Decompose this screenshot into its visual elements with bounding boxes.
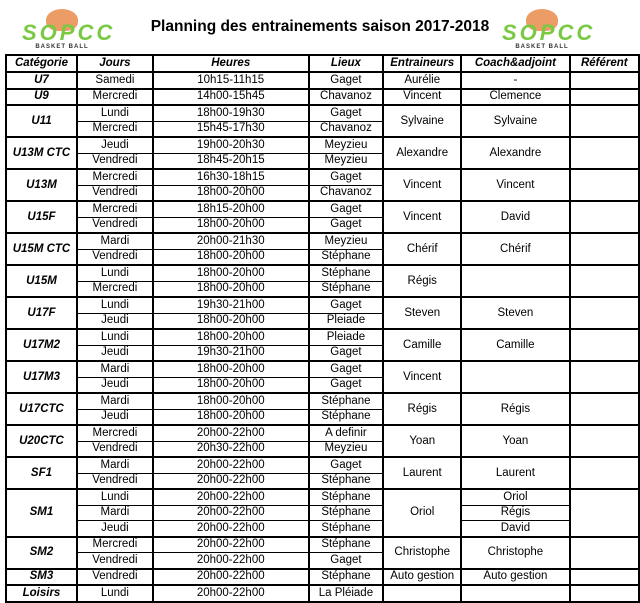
time-cell: 18h00-20h00: [153, 377, 309, 393]
location-cell: Stéphane: [309, 409, 384, 425]
category-cell: U20CTC: [6, 425, 77, 457]
coach-cell: Christophe: [383, 537, 461, 569]
coach-cell: Régis: [383, 393, 461, 425]
time-cell: 19h30-21h00: [153, 297, 309, 313]
referent-cell: [570, 489, 639, 537]
table-row: [6, 489, 639, 505]
table-row: [6, 585, 639, 602]
referent-cell: [570, 137, 639, 169]
club-logo-right: [502, 9, 596, 50]
time-cell: 19h00-20h30: [153, 137, 309, 153]
day-cell: Jeudi: [77, 345, 153, 361]
schedule-body: [6, 72, 639, 602]
day-cell: Vendredi: [77, 217, 153, 233]
category-cell: U15M CTC: [6, 233, 77, 265]
time-cell: 19h30-21h00: [153, 345, 309, 361]
location-cell: Meyzieu: [309, 233, 384, 249]
day-cell: Vendredi: [77, 473, 153, 489]
column-header-entraineurs: Entraineurs: [383, 55, 461, 72]
time-cell: 18h00-20h00: [153, 409, 309, 425]
location-cell: Gaget: [309, 553, 384, 569]
coach-cell: Steven: [383, 297, 461, 329]
location-cell: Meyzieu: [309, 137, 384, 153]
coach-cell: Vincent: [383, 89, 461, 106]
location-cell: Gaget: [309, 377, 384, 393]
category-cell: U13M CTC: [6, 137, 77, 169]
time-cell: 18h00-20h00: [153, 249, 309, 265]
day-cell: Lundi: [77, 489, 153, 505]
day-cell: Mercredi: [77, 201, 153, 217]
table-row: [6, 393, 639, 409]
time-cell: 20h00-22h00: [153, 473, 309, 489]
day-cell: Mercredi: [77, 281, 153, 297]
column-header-heures: Heures: [153, 55, 309, 72]
day-cell: Mardi: [77, 233, 153, 249]
location-cell: Chavanoz: [309, 121, 384, 137]
referent-cell: [570, 329, 639, 361]
category-cell: U17M3: [6, 361, 77, 393]
referent-cell: [570, 105, 639, 137]
location-cell: Stéphane: [309, 537, 384, 553]
category-cell: U17M2: [6, 329, 77, 361]
day-cell: Lundi: [77, 297, 153, 313]
location-cell: Meyzieu: [309, 441, 384, 457]
location-cell: Gaget: [309, 297, 384, 313]
table-row: [6, 425, 639, 441]
assistant-cell: Régis: [461, 505, 569, 521]
coach-cell: Vincent: [383, 201, 461, 233]
table-row: [6, 105, 639, 121]
referent-cell: [570, 361, 639, 393]
time-cell: 14h00-15h45: [153, 89, 309, 106]
logo-subtitle: BASKET BALL: [35, 44, 89, 50]
referent-cell: [570, 297, 639, 329]
table-row: [6, 169, 639, 185]
time-cell: 15h45-17h30: [153, 121, 309, 137]
assistant-cell: Steven: [461, 297, 569, 329]
day-cell: Mardi: [77, 505, 153, 521]
location-cell: A definir: [309, 425, 384, 441]
page-header: [0, 0, 640, 52]
category-cell: U15F: [6, 201, 77, 233]
coach-cell: Laurent: [383, 457, 461, 489]
referent-cell: [570, 169, 639, 201]
location-cell: Stéphane: [309, 521, 384, 537]
referent-cell: [570, 72, 639, 89]
schedule-table: [5, 54, 640, 603]
category-cell: U11: [6, 105, 77, 137]
time-cell: 18h00-20h00: [153, 185, 309, 201]
page-title: Planning des entrainements saison 2017-2018: [150, 18, 490, 35]
time-cell: 10h15-11h15: [153, 72, 309, 89]
location-cell: Gaget: [309, 105, 384, 121]
time-cell: 20h00-22h00: [153, 553, 309, 569]
location-cell: Gaget: [309, 457, 384, 473]
day-cell: Lundi: [77, 585, 153, 602]
day-cell: Lundi: [77, 329, 153, 345]
table-row: [6, 201, 639, 217]
category-cell: Loisirs: [6, 585, 77, 602]
time-cell: 18h00-19h30: [153, 105, 309, 121]
category-cell: SM3: [6, 569, 77, 586]
table-row: [6, 505, 639, 521]
time-cell: 18h45-20h15: [153, 153, 309, 169]
table-row: [6, 329, 639, 345]
coach-cell: Vincent: [383, 361, 461, 393]
location-cell: Stéphane: [309, 281, 384, 297]
time-cell: 18h00-20h00: [153, 393, 309, 409]
logo-letters: SOPCC: [502, 20, 596, 45]
table-row: [6, 361, 639, 377]
time-cell: 20h00-22h00: [153, 425, 309, 441]
coach-cell: Chérif: [383, 233, 461, 265]
category-cell: U9: [6, 89, 77, 106]
table-row: [6, 537, 639, 553]
coach-cell: Sylvaine: [383, 105, 461, 137]
column-header-jours: Jours: [77, 55, 153, 72]
coach-cell: Oriol: [383, 489, 461, 537]
category-cell: U13M: [6, 169, 77, 201]
day-cell: Vendredi: [77, 185, 153, 201]
location-cell: Stéphane: [309, 473, 384, 489]
day-cell: Mercredi: [77, 169, 153, 185]
referent-cell: [570, 233, 639, 265]
referent-cell: [570, 265, 639, 297]
coach-cell: [383, 585, 461, 602]
referent-cell: [570, 89, 639, 106]
referent-cell: [570, 457, 639, 489]
day-cell: Lundi: [77, 105, 153, 121]
time-cell: 20h00-22h00: [153, 521, 309, 537]
location-cell: Chavanoz: [309, 89, 384, 106]
table-header-row: [6, 55, 639, 72]
assistant-cell: Alexandre: [461, 137, 569, 169]
coach-cell: Régis: [383, 265, 461, 297]
category-cell: SF1: [6, 457, 77, 489]
time-cell: 20h00-22h00: [153, 569, 309, 586]
location-cell: Gaget: [309, 217, 384, 233]
column-header-referent: Référent: [570, 55, 639, 72]
assistant-cell: Oriol: [461, 489, 569, 505]
day-cell: Vendredi: [77, 153, 153, 169]
time-cell: 18h00-20h00: [153, 265, 309, 281]
coach-cell: Alexandre: [383, 137, 461, 169]
category-cell: SM2: [6, 537, 77, 569]
table-row: [6, 233, 639, 249]
day-cell: Mardi: [77, 393, 153, 409]
location-cell: Pleiade: [309, 313, 384, 329]
column-header-coach: Coach&adjoint: [461, 55, 569, 72]
day-cell: Vendredi: [77, 249, 153, 265]
day-cell: Vendredi: [77, 569, 153, 586]
day-cell: Samedi: [77, 72, 153, 89]
time-cell: 18h00-20h00: [153, 361, 309, 377]
time-cell: 18h00-20h00: [153, 313, 309, 329]
time-cell: 20h00-22h00: [153, 505, 309, 521]
assistant-cell: [461, 265, 569, 297]
location-cell: Gaget: [309, 345, 384, 361]
location-cell: Chavanoz: [309, 185, 384, 201]
time-cell: 20h00-21h30: [153, 233, 309, 249]
day-cell: Vendredi: [77, 441, 153, 457]
assistant-cell: Christophe: [461, 537, 569, 569]
table-row: [6, 137, 639, 153]
day-cell: Jeudi: [77, 377, 153, 393]
assistant-cell: Clemence: [461, 89, 569, 106]
coach-cell: Yoan: [383, 425, 461, 457]
assistant-cell: Vincent: [461, 169, 569, 201]
day-cell: Lundi: [77, 265, 153, 281]
time-cell: 18h00-20h00: [153, 329, 309, 345]
day-cell: Mercredi: [77, 537, 153, 553]
location-cell: La Pléiade: [309, 585, 384, 602]
table-row: [6, 521, 639, 537]
referent-cell: [570, 537, 639, 569]
day-cell: Jeudi: [77, 137, 153, 153]
time-cell: 20h30-22h00: [153, 441, 309, 457]
location-cell: Pleiade: [309, 329, 384, 345]
table-row: [6, 72, 639, 89]
table-row: [6, 89, 639, 106]
assistant-cell: Chérif: [461, 233, 569, 265]
location-cell: Stéphane: [309, 505, 384, 521]
time-cell: 16h30-18h15: [153, 169, 309, 185]
time-cell: 20h00-22h00: [153, 585, 309, 602]
time-cell: 18h00-20h00: [153, 281, 309, 297]
location-cell: Meyzieu: [309, 153, 384, 169]
referent-cell: [570, 393, 639, 425]
day-cell: Mardi: [77, 457, 153, 473]
schedule-table-wrapper: [5, 54, 640, 603]
column-header-categorie: Catégorie: [6, 55, 77, 72]
column-header-lieux: Lieux: [309, 55, 384, 72]
day-cell: Mercredi: [77, 89, 153, 106]
coach-cell: Camille: [383, 329, 461, 361]
assistant-cell: Sylvaine: [461, 105, 569, 137]
table-row: [6, 297, 639, 313]
coach-cell: Aurélie: [383, 72, 461, 89]
time-cell: 18h15-20h00: [153, 201, 309, 217]
day-cell: Vendredi: [77, 553, 153, 569]
referent-cell: [570, 569, 639, 586]
location-cell: Stéphane: [309, 393, 384, 409]
category-cell: U17CTC: [6, 393, 77, 425]
time-cell: 18h00-20h00: [153, 217, 309, 233]
location-cell: Stéphane: [309, 249, 384, 265]
time-cell: 20h00-22h00: [153, 537, 309, 553]
location-cell: Stéphane: [309, 489, 384, 505]
location-cell: Stéphane: [309, 265, 384, 281]
assistant-cell: Régis: [461, 393, 569, 425]
day-cell: Jeudi: [77, 313, 153, 329]
referent-cell: [570, 425, 639, 457]
location-cell: Gaget: [309, 361, 384, 377]
logo-letters: SOPCC: [22, 20, 116, 45]
location-cell: Gaget: [309, 72, 384, 89]
time-cell: 20h00-22h00: [153, 457, 309, 473]
assistant-cell: Camille: [461, 329, 569, 361]
assistant-cell: [461, 585, 569, 602]
table-row: [6, 265, 639, 281]
assistant-cell: Laurent: [461, 457, 569, 489]
day-cell: Mercredi: [77, 425, 153, 441]
location-cell: Gaget: [309, 169, 384, 185]
category-cell: U15M: [6, 265, 77, 297]
day-cell: Jeudi: [77, 521, 153, 537]
category-cell: SM1: [6, 489, 77, 537]
category-cell: U17F: [6, 297, 77, 329]
location-cell: Stéphane: [309, 569, 384, 586]
referent-cell: [570, 201, 639, 233]
coach-cell: Vincent: [383, 169, 461, 201]
logo-subtitle: BASKET BALL: [515, 44, 569, 50]
day-cell: Mardi: [77, 361, 153, 377]
location-cell: Gaget: [309, 201, 384, 217]
assistant-cell: David: [461, 201, 569, 233]
table-row: [6, 457, 639, 473]
referent-cell: [570, 585, 639, 602]
assistant-cell: -: [461, 72, 569, 89]
category-cell: U7: [6, 72, 77, 89]
assistant-cell: David: [461, 521, 569, 537]
coach-cell: Auto gestion: [383, 569, 461, 586]
table-row: [6, 569, 639, 586]
day-cell: Jeudi: [77, 409, 153, 425]
assistant-cell: Yoan: [461, 425, 569, 457]
assistant-cell: Auto gestion: [461, 569, 569, 586]
time-cell: 20h00-22h00: [153, 489, 309, 505]
assistant-cell: [461, 361, 569, 393]
day-cell: Mercredi: [77, 121, 153, 137]
